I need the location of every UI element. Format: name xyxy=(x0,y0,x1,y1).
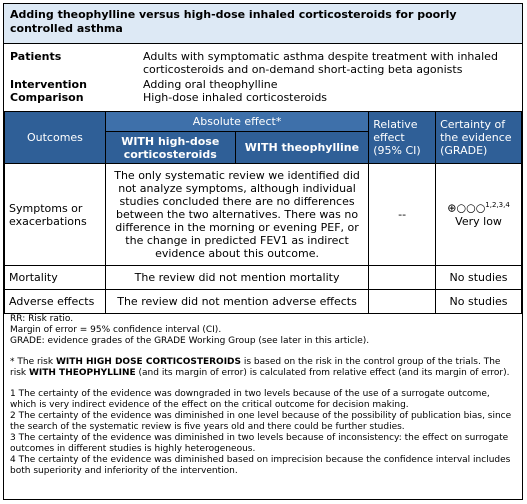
grade-footnote-refs: 1,2,3,4 xyxy=(485,201,510,210)
outcome-adverse-effects: Adverse effects xyxy=(5,290,106,314)
footnote-2: 2 The certainty of the evidence was diminished in one level because of the possibility of publication bias, since the search of the systematic review is five years old and there could be further studies. xyxy=(10,411,512,432)
table-row xyxy=(5,164,522,266)
certainty-mortality: No studies xyxy=(436,266,522,290)
outcome-symptoms: Symptoms or exacerbations xyxy=(5,164,106,266)
footnote-3: 3 The certainty of the evidence was diminished in two levels because of inconsistency: the effect on surrogate outcomes in different studies is highly heterogeneous. xyxy=(10,433,509,454)
header-absolute-effect: Absolute effect* xyxy=(105,112,368,132)
grade-label: Very low xyxy=(455,214,502,228)
patients-label: Patients xyxy=(10,50,62,63)
note-margin-of-error: Margin of error = 95% confidence interval (CI). xyxy=(10,325,222,335)
note-rr: RR: Risk ratio. xyxy=(10,314,74,324)
table-row xyxy=(5,290,522,314)
header-with-theophylline: WITH theophylline xyxy=(235,132,369,164)
footnote-1: 1 The certainty of the evidence was downgraded in two levels because of the use of a surrogate outcome, which is very indirect evidence of the effect on the critical outcome for decision making. xyxy=(10,389,490,410)
header-outcomes: Outcomes xyxy=(5,112,106,164)
relative-symptoms: -- xyxy=(369,164,436,266)
relative-adverse-effects xyxy=(369,290,436,314)
table-row xyxy=(5,266,522,290)
certainty-symptoms xyxy=(436,164,522,266)
outcome-mortality: Mortality xyxy=(5,266,106,290)
effect-adverse-effects: The review did not mention adverse effects xyxy=(105,290,368,314)
footnotes xyxy=(10,314,518,477)
table-title: Adding theophylline versus high-dose inhaled corticosteroids for poorly controlled asthma xyxy=(4,4,522,44)
intervention-label: Intervention xyxy=(10,78,87,91)
certainty-adverse-effects: No studies xyxy=(436,290,522,314)
patients-value: Adults with symptomatic asthma despite treatment with inhaled corticosteroids and on-demand short-acting beta agonists xyxy=(143,50,498,76)
header-relative-effect: Relative effect (95% CI) xyxy=(369,112,436,164)
note-grade: GRADE: evidence grades of the GRADE Working Group (see later in this article). xyxy=(10,336,370,346)
footnote-4: 4 The certainty of the evidence was diminished based on imprecision because the confidence interval includes both superiority and inferiority of the intervention. xyxy=(10,455,511,476)
intervention-value: Adding oral theophylline xyxy=(143,78,278,91)
header-with-high-dose-ics: WITH high-dose corticosteroids xyxy=(105,132,235,164)
grade-symbols: ⊕○○○ xyxy=(447,201,486,215)
effect-symptoms: The only systematic review we identified did not analyze symptoms, although individual studies concluded there are no differences between the two alternatives. There was no difference in the morning or evening PEF, or the change in predicted FEV1 as indirect evidence about this outcome. xyxy=(105,164,368,266)
header-certainty: Certainty of the evidence (GRADE) xyxy=(436,112,522,164)
relative-mortality xyxy=(369,266,436,290)
comparison-value: High-dose inhaled corticosteroids xyxy=(143,91,328,104)
note-asterisk: * The risk WITH HIGH DOSE CORTICOSTEROIDS is based on the risk in the control group of the trials. The risk WITH THEOPHYLLINE (and its margin of error) is calculated from relative effect (and its margin of error). xyxy=(10,357,510,378)
summary-of-findings-box xyxy=(3,3,523,500)
findings-table xyxy=(4,111,522,314)
effect-mortality: The review did not mention mortality xyxy=(105,266,368,290)
comparison-label: Comparison xyxy=(10,91,84,104)
